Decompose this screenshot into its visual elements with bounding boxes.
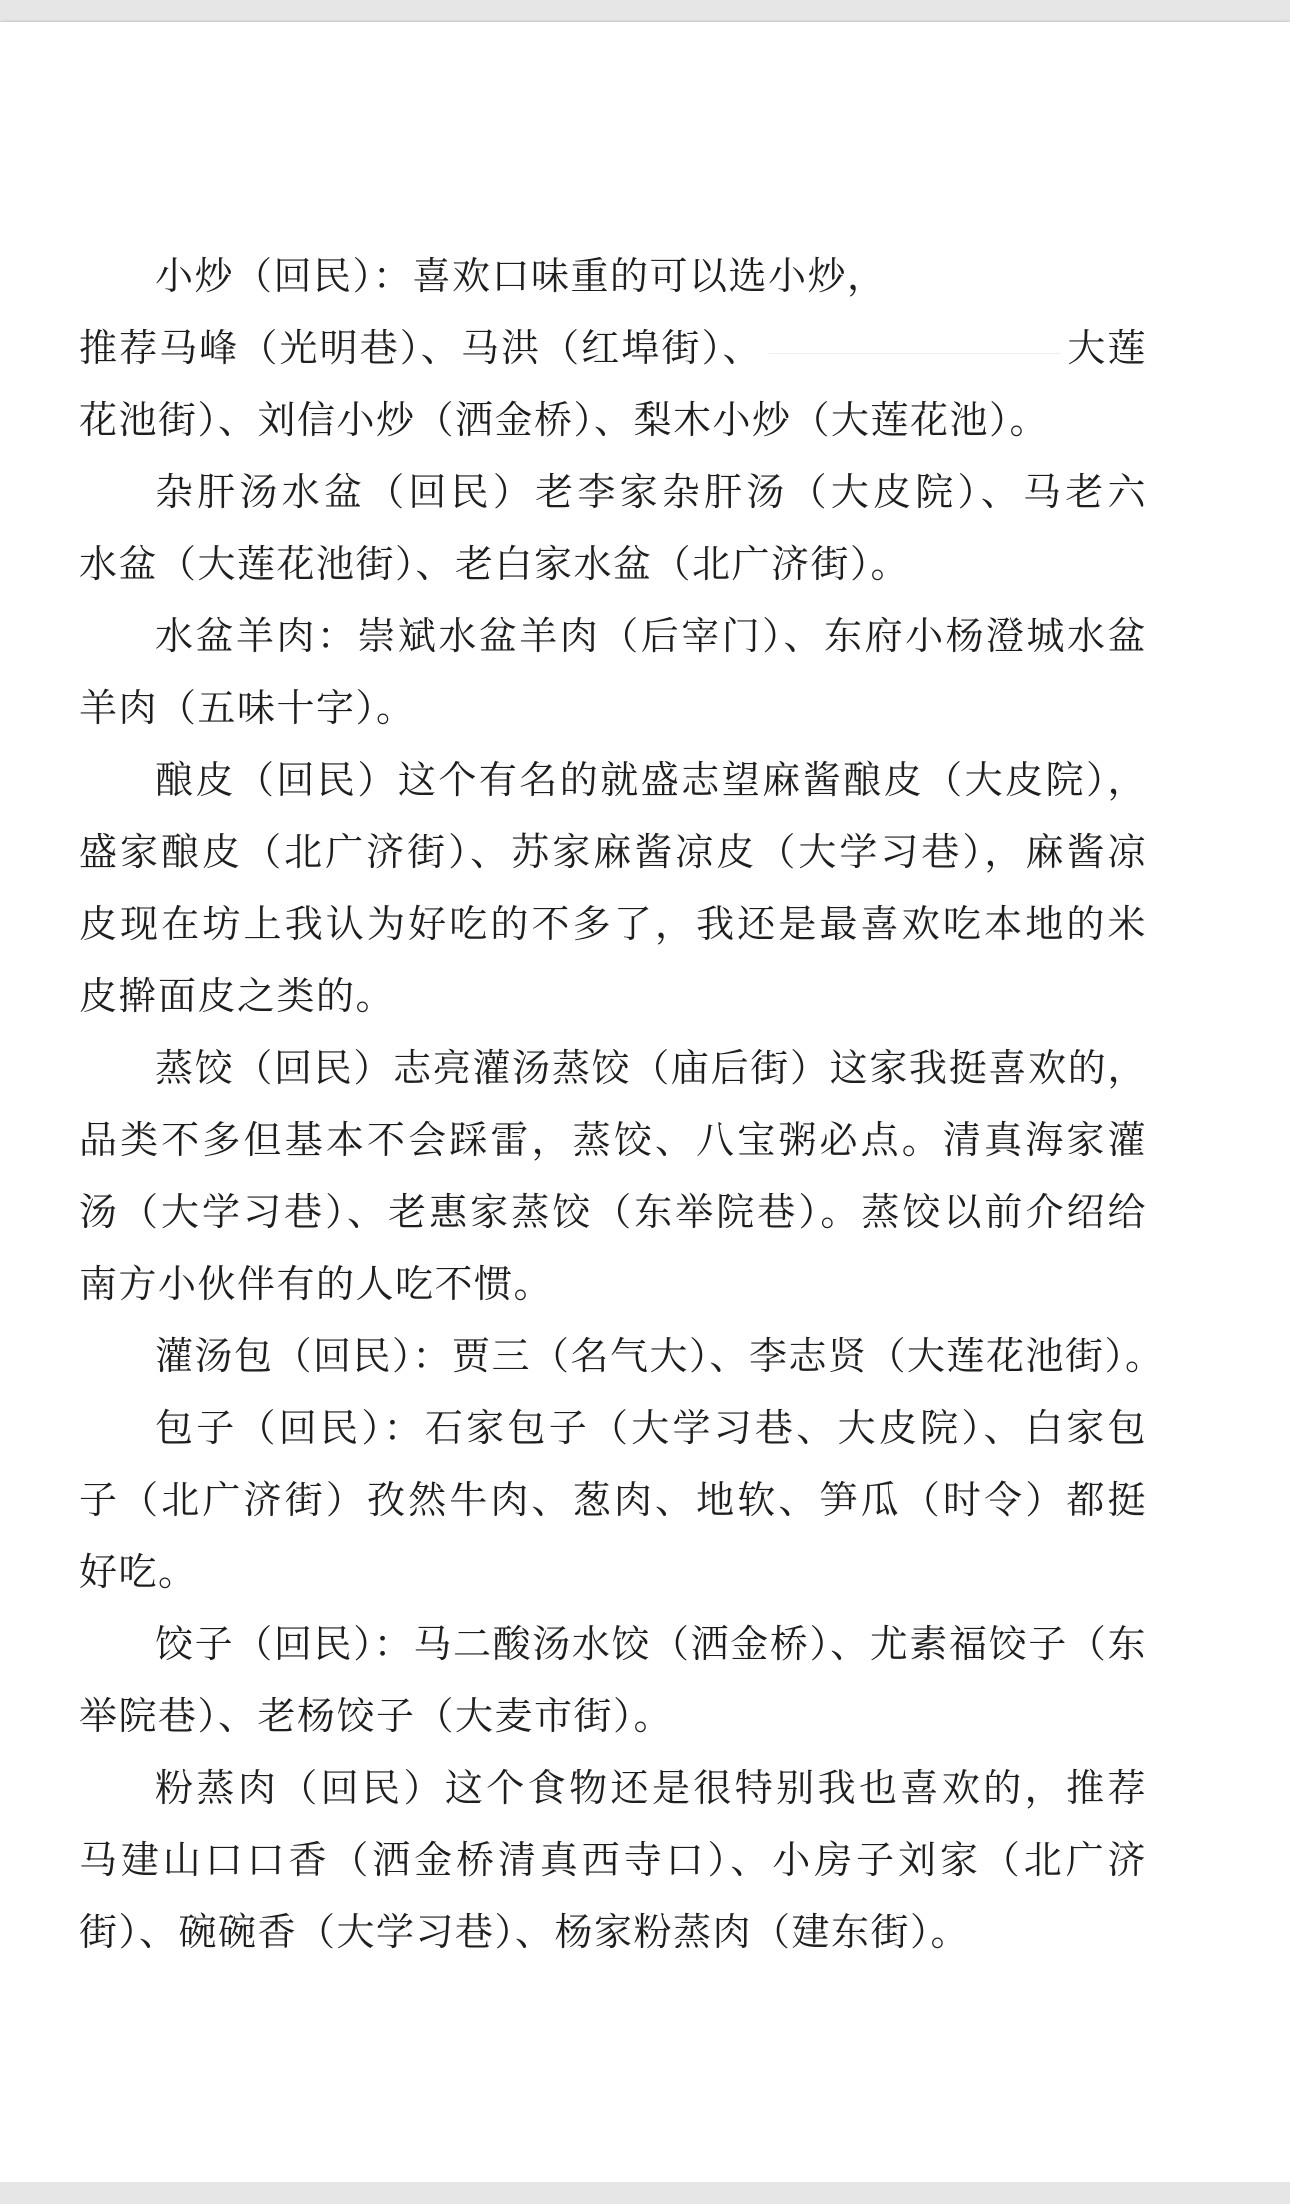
text-line: 羊肉（五味十字）。: [79, 686, 416, 730]
redacted-blank: [769, 349, 1061, 354]
text-line: 花池街）、刘信小炒（洒金桥）、梨木小炒（大莲花池）。: [79, 398, 1050, 442]
page-bottom-edge: [0, 2182, 1290, 2204]
text-line: 水盆（大莲花池街）、老白家水盆（北广济街）。: [79, 542, 911, 586]
text-line: 杂肝汤水盆（回民）老李家杂肝汤（大皮院）、马老六: [155, 470, 1147, 514]
text-line-with-redaction: [79, 312, 1147, 384]
paragraph-baozi: [79, 1392, 1147, 1608]
text-line: 皮擀面皮之类的。: [79, 974, 396, 1018]
paragraph-niangpi: [79, 744, 1147, 1032]
text-line: 南方小伙伴有的人吃不惯。: [79, 1262, 554, 1306]
paragraph-xiaochao: [79, 240, 1147, 456]
paragraph-zhengjiao: [79, 1032, 1147, 1320]
text-line: 粉蒸肉（回民）这个食物还是很特别我也喜欢的，推荐: [155, 1766, 1147, 1810]
text-line: 盛家酿皮（北广济街）、苏家麻酱凉皮（大学习巷），麻酱凉: [79, 830, 1147, 874]
paragraph-jiaozi: [79, 1608, 1147, 1752]
text-line: 小炒（回民）：喜欢口味重的可以选小炒，: [155, 254, 887, 298]
text-line: 包子（回民）：石家包子（大学习巷、大皮院）、白家包: [155, 1406, 1147, 1450]
text-line: 皮现在坊上我认为好吃的不多了，我还是最喜欢吃本地的米: [79, 902, 1147, 946]
document-page: [0, 22, 1290, 2182]
paragraph-zagantang: [79, 456, 1147, 600]
text-line: 品类不多但基本不会踩雷，蒸饺、八宝粥必点。清真海家灌: [79, 1118, 1147, 1162]
text-line: 街）、碗碗香（大学习巷）、杨家粉蒸肉（建东街）。: [79, 1910, 971, 1954]
text-line: 饺子（回民）：马二酸汤水饺（洒金桥）、尤素福饺子（东: [155, 1622, 1147, 1666]
text-line: 灌汤包（回民）：贾三（名气大）、李志贤（大莲花池街）。: [155, 1334, 1165, 1378]
text-line: 举院巷）、老杨饺子（大麦市街）。: [79, 1694, 674, 1738]
text-line: 子（北广济街）孜然牛肉、葱肉、地软、笋瓜（时令）都挺: [79, 1478, 1147, 1522]
paragraph-guantangbao: [79, 1320, 1165, 1392]
text-segment: 大莲: [1066, 326, 1147, 370]
text-line: 水盆羊肉：崇斌水盆羊肉（后宰门）、东府小杨澄城水盆: [155, 614, 1147, 658]
text-segment: 推荐马峰（光明巷）、马洪（红埠街）、: [79, 326, 763, 370]
text-line: 蒸饺（回民）志亮灌汤蒸饺（庙后街）这家我挺喜欢的，: [155, 1046, 1147, 1090]
paragraph-fenzhengrou: [79, 1752, 1147, 1968]
text-line: 汤（大学习巷）、老惠家蒸饺（东举院巷）。蒸饺以前介绍给: [79, 1190, 1147, 1234]
document-body: [79, 240, 1165, 1968]
paragraph-shuipen: [79, 600, 1147, 744]
text-line: 马建山口口香（洒金桥清真西寺口）、小房子刘家（北广济: [79, 1838, 1147, 1882]
text-line: 酿皮（回民）这个有名的就盛志望麻酱酿皮（大皮院），: [155, 758, 1147, 802]
text-line: 好吃。: [79, 1550, 198, 1594]
